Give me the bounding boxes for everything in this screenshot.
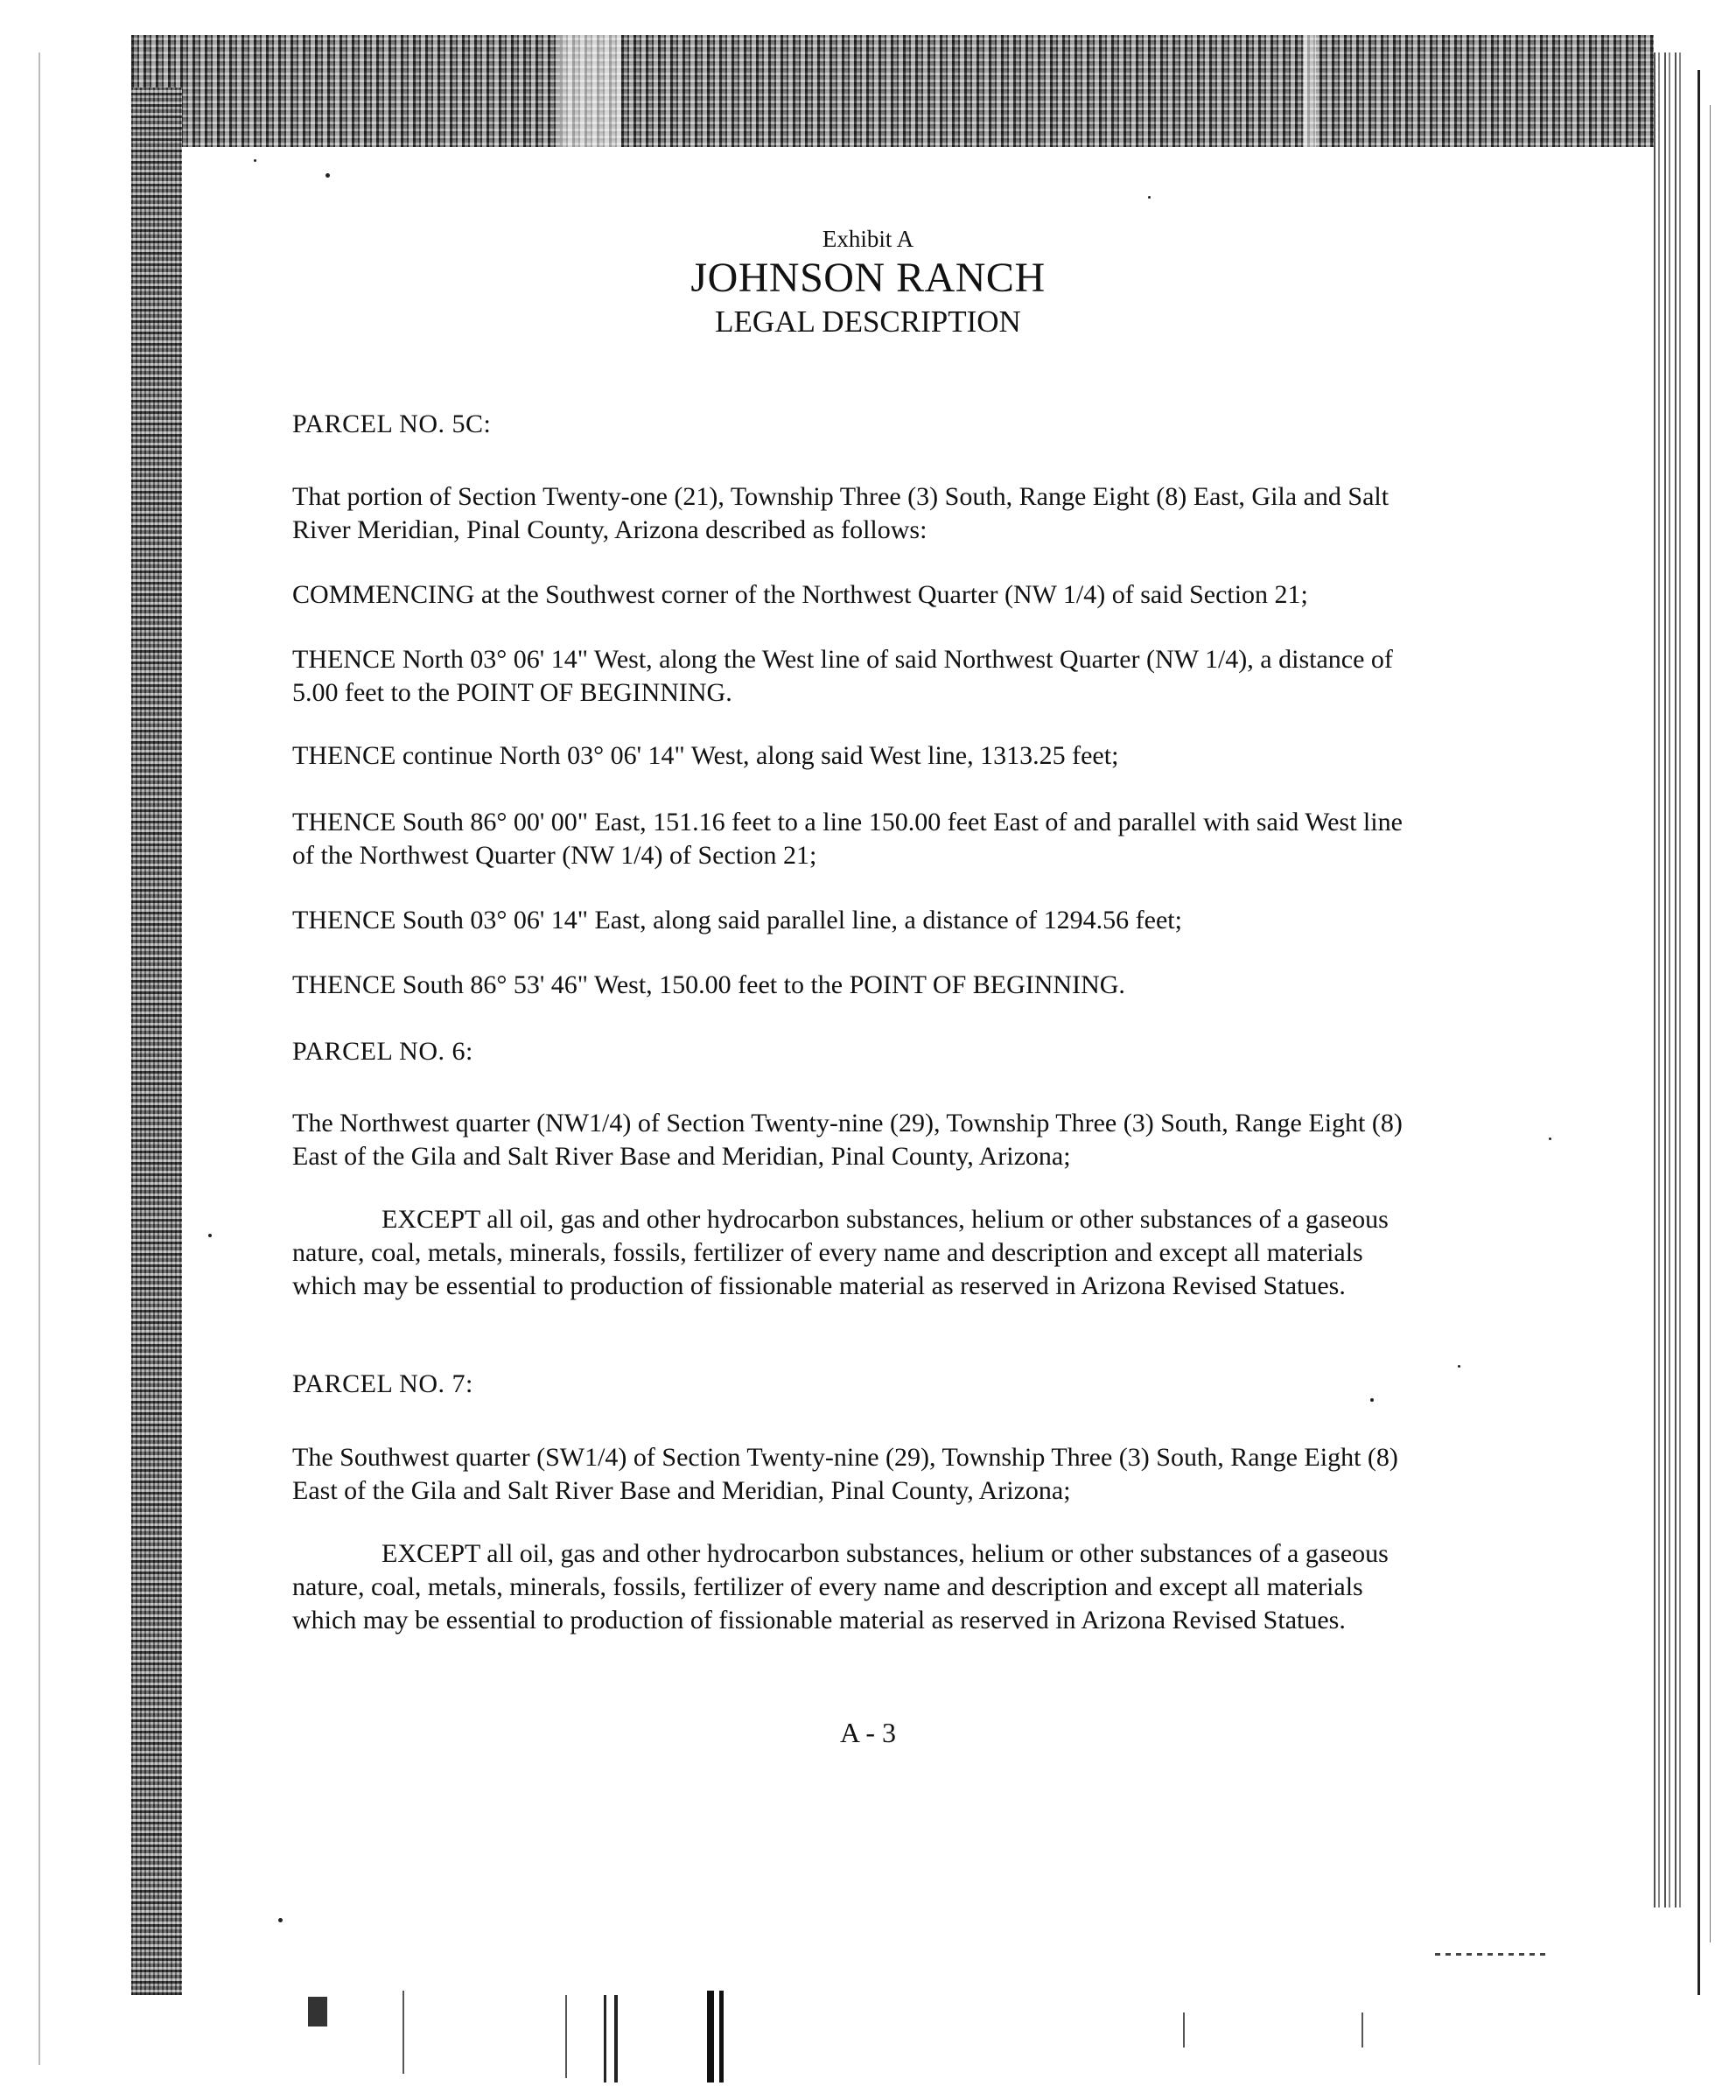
scan-speck [254,159,256,162]
parcel-5c-intro: That portion of Section Twenty-one (21), Township Three (3) South, Range Eight (8) East, Gila and Salt River Meridian, Pinal County, Arizona described as follows: [292,482,1390,544]
parcel-6-heading: PARCEL NO. 6: [292,1037,473,1066]
parcel-7-exception: EXCEPT all oil, gas and other hydrocarbon substances, helium or other substances of a gaseous nature, coal, metals, minerals, fossils, fertilizer of every name and description and except all materials which may be essential to production of fissionable material as reserved in Arizona Revised Statues. [292,1539,1389,1634]
scan-line [38,52,40,2065]
scan-artifact-left [131,88,182,1995]
document-subtitle: LEGAL DESCRIPTION [715,304,1021,339]
exhibit-label: Exhibit A [822,226,914,252]
scan-speck [1458,1365,1460,1368]
scan-artifact-block [308,1997,327,2026]
scan-line [719,1991,724,2082]
parcel-5c-call-3: THENCE South 86° 00' 00" East, 151.16 feet to a line 150.00 feet East of and parallel with said West line of the Northwest Quarter (NW 1/4) of Section 21; [292,808,1403,870]
scan-line [1183,2012,1185,2048]
scan-speck [326,173,330,178]
scan-line [1362,2012,1363,2048]
scan-line [614,1995,618,2082]
scan-line [604,1995,606,2082]
scan-speck [1148,196,1151,199]
page-number: A - 3 [840,1717,896,1748]
scan-line [402,1991,404,2074]
scan-speck [278,1918,283,1922]
parcel-7-description: The Southwest quarter (SW1/4) of Section Twenty-nine (29), Township Three (3) South, Range Eight (8) East of the Gila and Salt River Base and Meridian, Pinal County, Arizona; [292,1443,1398,1505]
parcel-6-exception: EXCEPT all oil, gas and other hydrocarbon substances, helium or other substances of a gaseous nature, coal, metals, minerals, fossils, fertilizer of every name and description and except all materials which may be essential to production of fissionable material as reserved in Arizona Revised Statues. [292,1205,1389,1300]
scan-speck [1549,1138,1551,1140]
scan-speck [208,1234,212,1237]
parcel-6-description: The Northwest quarter (NW1/4) of Section Twenty-nine (29), Township Three (3) South, Range Eight (8) East of the Gila and Salt River Base and Meridian, Pinal County, Arizona; [292,1109,1403,1171]
scan-artifact-dashes [1435,1953,1549,1956]
scan-artifact-gap [1304,35,1316,147]
scan-artifact-top [131,35,1654,147]
parcel-5c-call-4: THENCE South 03° 06' 14" East, along said parallel line, a distance of 1294.56 feet; [292,906,1182,934]
parcel-7-heading: PARCEL NO. 7: [292,1369,473,1398]
parcel-5c-call-5: THENCE South 86° 53' 46" West, 150.00 feet to the POINT OF BEGINNING. [292,970,1125,999]
scan-line [1710,105,1711,1942]
scan-line [565,1995,567,2078]
parcel-5c-commencing: COMMENCING at the Southwest corner of the Northwest Quarter (NW 1/4) of said Section 21; [292,580,1308,609]
parcel-5c-heading: PARCEL NO. 5C: [292,410,492,438]
scan-line [1698,70,1700,1995]
parcel-5c-call-1: THENCE North 03° 06' 14" West, along the West line of said Northwest Quarter (NW 1/4), a distance of 5.00 feet to the POINT OF BEGINNING. [292,645,1393,707]
parcel-5c-call-2: THENCE continue North 03° 06' 14" West, along said West line, 1313.25 feet; [292,741,1119,770]
scan-line [707,1991,714,2082]
scan-artifact-gap [560,35,621,147]
document-title: JOHNSON RANCH [690,255,1046,301]
